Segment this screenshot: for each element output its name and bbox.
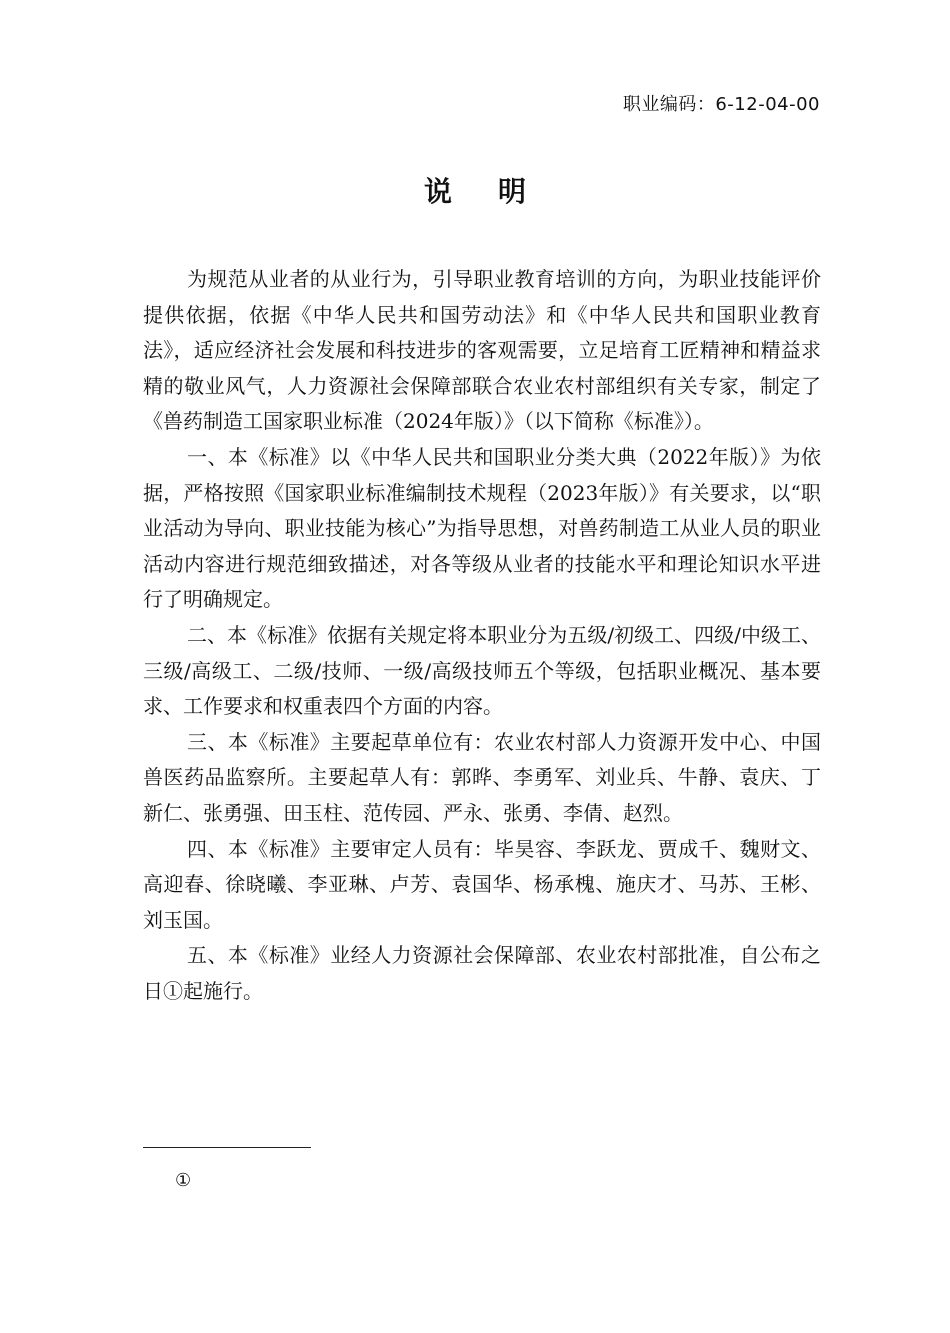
paragraph-2: 二、本《标准》依据有关规定将本职业分为五级/初级工、四级/中级工、三级/高级工、二级/技师、一级/高级技师五个等级，包括职业概况、基本要求、工作要求和权重表四个方面的内容。 [143, 622, 821, 719]
body-text [143, 262, 821, 1009]
paragraph-1: 一、本《标准》以《中华人民共和国职业分类大典（2022年版）》为依据，严格按照《国家职业标准编制技术规程（2023年版）》有关要求，以“职业活动为导向、职业技能为核心”为指导思想，对兽药制造工从业人员的职业活动内容进行规范细致描述，对各等级从业者的技能水平和理论知识水平进行了明确规定。 [143, 444, 821, 612]
paragraph-5: 五、本《标准》业经人力资源社会保障部、农业农村部批准，自公布之日①起施行。 [143, 943, 821, 1003]
footnote-marker: ① [175, 1170, 192, 1191]
paragraph-3: 三、本《标准》主要起草单位有：农业农村部人力资源开发中心、中国兽医药品监察所。主要起草人有：郭晔、李勇军、刘业兵、牛静、袁庆、丁新仁、张勇强、田玉柱、范传园、严永、张勇、李倩、赵烈。 [143, 729, 821, 825]
page-title: 说明 [423, 175, 572, 208]
paragraph-4: 四、本《标准》主要审定人员有：毕昊容、李跃龙、贾成千、魏财文、高迎春、徐晓曦、李亚琳、卢芳、袁国华、杨承槐、施庆才、马苏、王彬、刘玉国。 [143, 836, 821, 932]
intro-paragraph: 为规范从业者的从业行为，引导职业教育培训的方向，为职业技能评价提供依据，依据《中华人民共和国劳动法》和《中华人民共和国职业教育法》，适应经济社会发展和科技进步的客观需要，立足培育工匠精神和精益求精的敬业风气，人力资源社会保障部联合农业农村部组织有关专家，制定了《兽药制造工国家职业标准（2024年版）》（以下简称《标准》）。 [143, 267, 821, 434]
occupation-code: 职业编码：6-12-04-00 [622, 94, 820, 115]
footnote-divider [143, 1147, 311, 1148]
